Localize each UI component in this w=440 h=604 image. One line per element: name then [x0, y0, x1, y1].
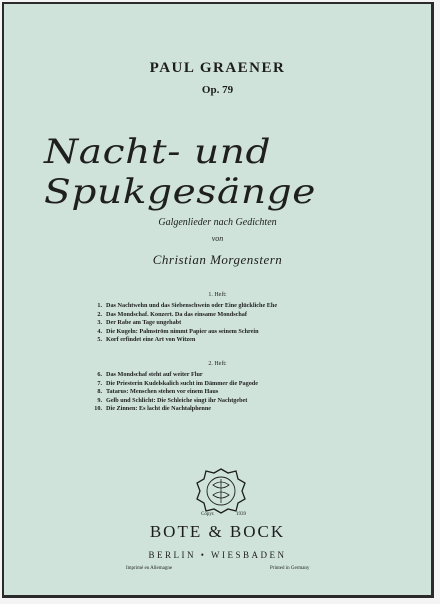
copyright-year: 1939: [236, 512, 246, 517]
song-item: 8. Tatarus: Menschen stehen vor einem Haus: [97, 388, 219, 396]
work-title: Nacht- und Spukgesänge: [44, 132, 316, 212]
composer-name: PAUL GRAENER: [149, 60, 286, 76]
song-item: 1. Das Nachtwehn und das Siebenschwein oder Eine glückliche Ehe: [97, 302, 278, 309]
heft-1-song-list: [92, 302, 382, 345]
publisher-name: BOTE & BOCK: [149, 522, 286, 541]
song-item: 6. Das Mondschaf steht auf weiter Flur: [97, 371, 203, 378]
song-item: 7. Die Priesterin Kudelskalich sucht im Dämmer die Pagode: [97, 379, 258, 387]
publisher-city: BERLIN • WIESBADEN: [148, 550, 287, 560]
song-item: 10. Die Zinnen: Es lacht die Nachtalphenne: [94, 405, 212, 413]
song-item: 5. Korf erfindet eine Art von Witzen: [97, 336, 196, 344]
subtitle: Galgenlieder nach Gedichten: [158, 217, 277, 228]
publisher-seal-icon: [194, 467, 248, 515]
opus-number: Op. 79: [201, 84, 234, 96]
song-item: 3. Der Rabe am Tage ungehabt: [97, 319, 182, 327]
song-item: 4. Die Kugeln: Palmström nimmt Papier aus seinem Schrein: [97, 327, 259, 335]
imprint-left: Imprimé en Allemagne: [126, 566, 173, 571]
song-item: 2. Das Mondschaf. Konzert. Da das einsame Mondschaf: [97, 310, 247, 318]
heft-2-title: 2. Heft:: [208, 361, 227, 367]
copyright-label: Copyr.: [201, 512, 215, 517]
sheet-music-cover: [2, 2, 434, 598]
heft-1-title: 1. Heft:: [208, 292, 227, 298]
von-label: von: [211, 234, 224, 243]
song-item: 9. Gelb und Schlicht: Die Schleiche singt ihr Nachtgebet: [97, 396, 248, 404]
heft-2-song-list: [92, 371, 382, 414]
imprint-right: Printed in Germany: [270, 566, 310, 571]
poet-name: Christian Morgenstern: [152, 252, 283, 267]
